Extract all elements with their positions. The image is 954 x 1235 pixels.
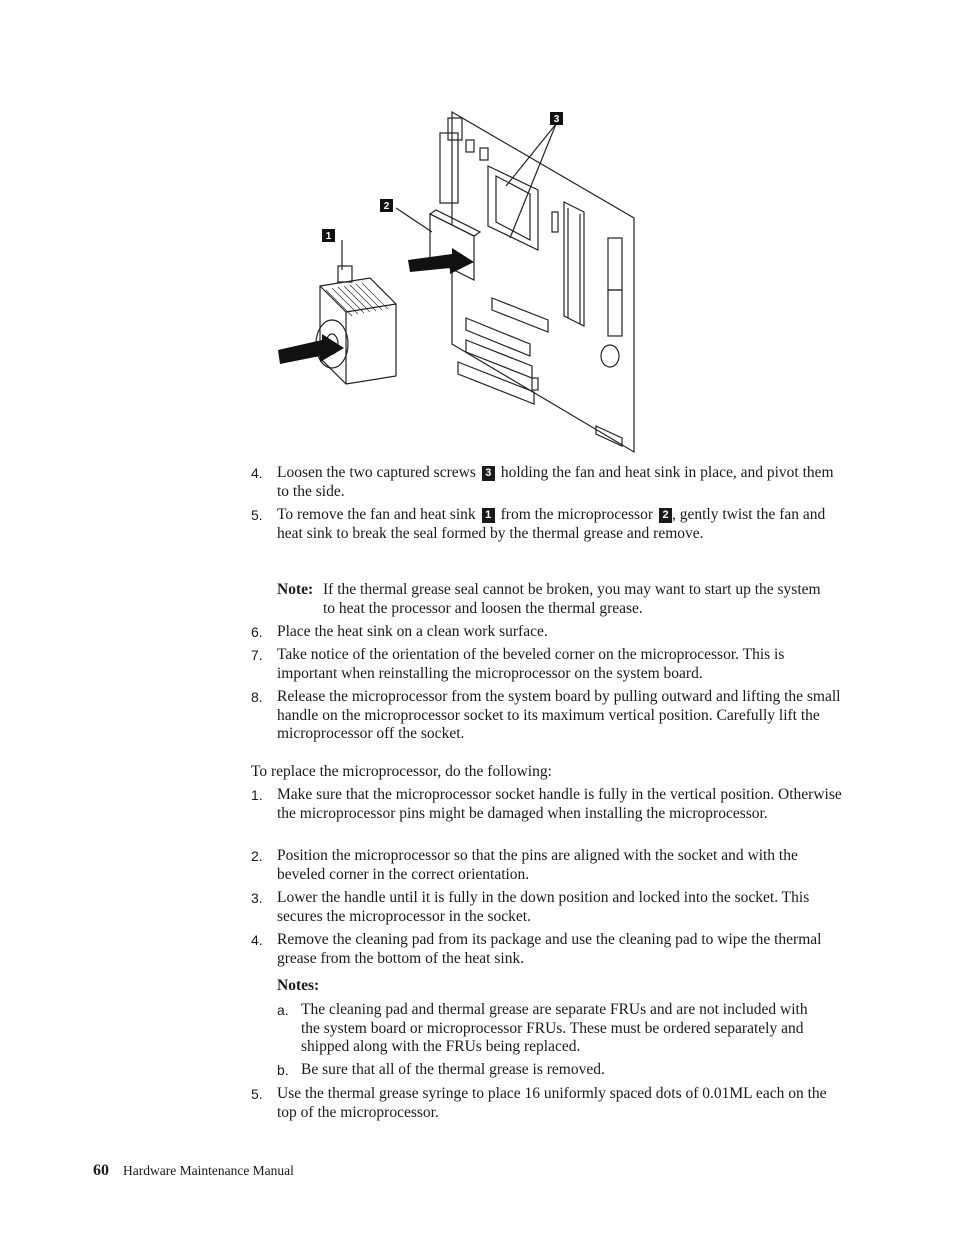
callout-badge: 2 bbox=[659, 508, 672, 523]
sub-letter: a. bbox=[277, 1002, 289, 1018]
step-text: Release the microprocessor from the system board by pulling outward and lifting the small handle on the microprocessor socket to its maximum vertical position. Carefully lift the microprocessor off the socket. bbox=[277, 688, 841, 743]
step-text: Make sure that the microprocessor socket handle is fully in the vertical position. Otherwise the microprocessor pins might be damaged when installing the microprocessor. bbox=[277, 786, 842, 822]
step-number: 3. bbox=[251, 890, 263, 906]
sub-text: Be sure that all of the thermal grease is removed. bbox=[301, 1061, 605, 1078]
note-text: If the thermal grease seal cannot be broken, you may want to start up the system to heat the processor and loosen the thermal grease. bbox=[323, 581, 821, 617]
microprocessor-removal-diagram bbox=[270, 108, 650, 456]
step-text: To remove the fan and heat sink 1 from the microprocessor 2 , gently twist the fan and heat sink to break the seal formed by the thermal grease and remove. bbox=[277, 506, 826, 542]
step-text: Loosen the two captured screws 3 holding the fan and heat sink in place, and pivot them to the side. bbox=[277, 464, 834, 500]
replace-intro: To replace the microprocessor, do the following: bbox=[251, 763, 552, 780]
step-text: Lower the handle until it is fully in the down position and locked into the socket. This secures the microprocessor in the socket. bbox=[277, 889, 810, 925]
callout-3-label: 3 bbox=[553, 114, 560, 125]
sub-letter: b. bbox=[277, 1062, 289, 1078]
callout-1-label: 1 bbox=[325, 231, 332, 242]
step-number: 1. bbox=[251, 787, 263, 803]
step-number: 4. bbox=[251, 932, 263, 948]
step-text: Take notice of the orientation of the beveled corner on the microprocessor. This is important when reinstalling the microprocessor on the system board. bbox=[277, 646, 785, 682]
callout-2-label: 2 bbox=[383, 201, 390, 212]
step-number: 2. bbox=[251, 848, 263, 864]
step-number: 8. bbox=[251, 689, 263, 705]
callout-badge: 1 bbox=[482, 508, 495, 523]
step-text: Remove the cleaning pad from its package and use the cleaning pad to wipe the thermal grease from the bottom of the heat sink. bbox=[277, 931, 822, 967]
step-number: 5. bbox=[251, 1086, 263, 1102]
step-number: 4. bbox=[251, 465, 263, 481]
note-label: Note: bbox=[277, 581, 314, 598]
notes-label: Notes: bbox=[277, 977, 320, 994]
step-text: Position the microprocessor so that the pins are aligned with the socket and with the beveled corner in the correct orientation. bbox=[277, 847, 798, 883]
step-number: 6. bbox=[251, 624, 263, 640]
step-text: Place the heat sink on a clean work surface. bbox=[277, 623, 548, 640]
sub-text: The cleaning pad and thermal grease are separate FRUs and are not included with the system board or microprocessor FRUs. These must be ordered separately and shipped along with the FRUs being replaced. bbox=[301, 1001, 808, 1056]
callout-badge: 3 bbox=[482, 466, 495, 481]
system-board-illustration bbox=[270, 108, 650, 456]
system-board-outline bbox=[452, 112, 634, 452]
page-number: 60 bbox=[93, 1162, 109, 1179]
step-number: 5. bbox=[251, 507, 263, 523]
manual-title: Hardware Maintenance Manual bbox=[123, 1163, 294, 1178]
step-text: Use the thermal grease syringe to place 16 uniformly spaced dots of 0.01ML each on the top of the microprocessor. bbox=[277, 1085, 827, 1121]
page-footer bbox=[93, 1162, 294, 1180]
step-number: 7. bbox=[251, 647, 263, 663]
